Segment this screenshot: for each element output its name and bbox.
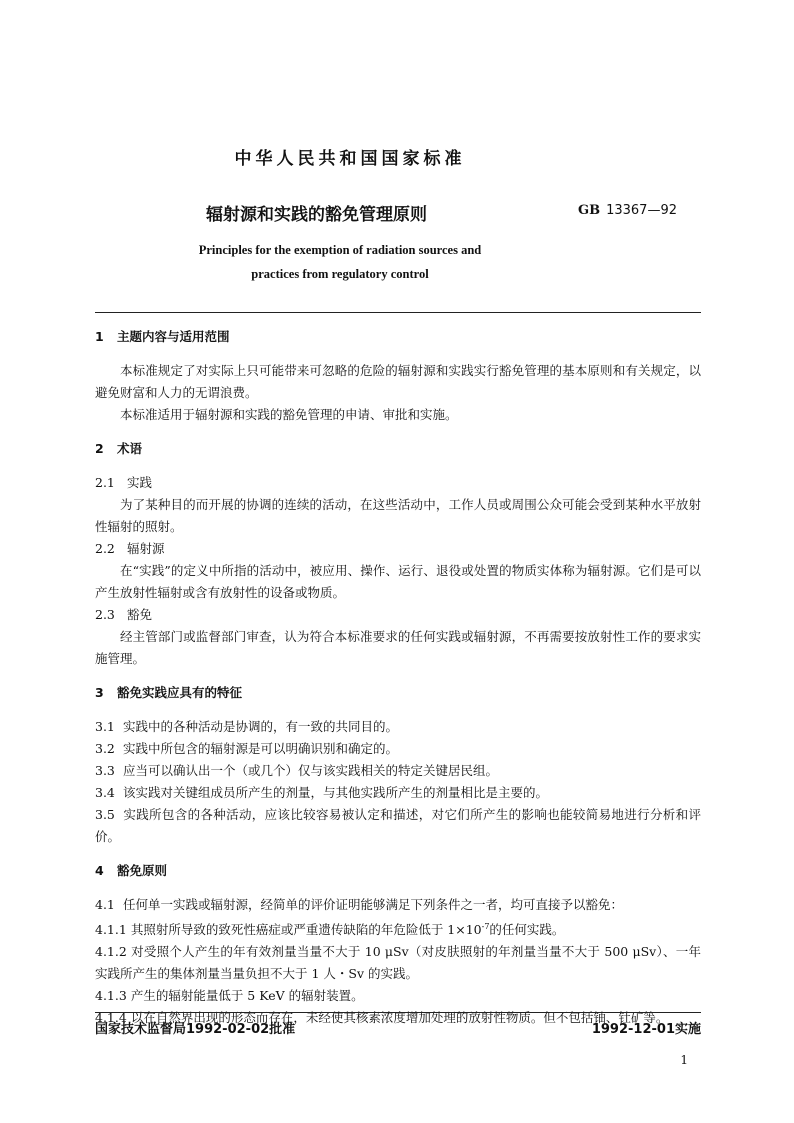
clause: 3.1 实践中的各种活动是协调的，有一致的共同目的。 bbox=[95, 719, 399, 734]
bottom-divider bbox=[95, 1012, 701, 1013]
document-title: 辐射源和实践的豁免管理原则 bbox=[206, 205, 427, 225]
section-heading-2: 2 术语 bbox=[95, 441, 143, 456]
section-heading-3: 3 豁免实践应具有的特征 bbox=[95, 685, 243, 700]
term-definition: 为了某种目的而开展的协调的连续的活动，在这些活动中，工作人员或周围公众可能会受到某种水平放射性辐射的照射。 bbox=[95, 497, 701, 534]
clause: 3.5 实践所包含的各种活动，应该比较容易被认定和描述，对它们所产生的影响也能较简易地进行分析和评价。 bbox=[95, 807, 701, 844]
english-title bbox=[150, 238, 530, 286]
paragraph: 本标准规定了对实际上只可能带来可忽略的危险的辐射源和实践实行豁免管理的基本原则和有关规定，以避免财富和人力的无谓浪费。 bbox=[95, 363, 701, 400]
clause: 4.1.2 对受照个人产生的年有效剂量当量不大于 10 μSv（对皮肤照射的年剂量当量不大于 500 μSv）、一年实践所产生的集体剂量当量负担不大于 1 人・Sv 的实践。 bbox=[95, 944, 701, 982]
english-title-line1: Principles for the exemption of radiation sources and bbox=[198, 243, 482, 257]
term-heading: 2.3 豁免 bbox=[95, 607, 153, 622]
document-body bbox=[95, 322, 701, 1029]
top-divider bbox=[95, 312, 701, 313]
term-definition: 在“实践”的定义中所指的活动中，被应用、操作、运行、退役或处置的物质实体称为辐射源。它们是可以产生放射性辐射或含有放射性的设备或物质。 bbox=[95, 563, 701, 600]
effective-date: 1992-12-01实施 bbox=[591, 1022, 701, 1037]
clause: 4.1.3 产生的辐射能量低于 5 KeV 的辐射装置。 bbox=[95, 988, 364, 1004]
standard-code bbox=[578, 203, 677, 218]
approval-note: 国家技术监督局1992-02-02批准 bbox=[95, 1022, 296, 1037]
standard-number: 13367—92 bbox=[606, 203, 677, 218]
clause: 4.1.4 以在自然界出现的形态而存在，未经使其核素浓度增加处理的放射性物质。但不包括铀、钍矿等。 bbox=[95, 1010, 669, 1026]
clause: 4.1.1 其照射所导致的致死性癌症或严重遗传缺陷的年危险低于 $1\times 10^{-7}$的任何实践。 bbox=[95, 922, 565, 938]
term-definition: 经主管部门或监督部门审查，认为符合本标准要求的任何实践或辐射源，不再需要按放射性工作的要求实施管理。 bbox=[95, 629, 701, 666]
standard-prefix: GB bbox=[578, 203, 601, 218]
english-title-line2: practices from regulatory control bbox=[251, 267, 429, 281]
national-standard-title: 中华人民共和国国家标准 bbox=[234, 149, 466, 169]
page-number: 1 bbox=[680, 1053, 688, 1067]
clause: 3.4 该实践对关键组成员所产生的剂量，与其他实践所产生的剂量相比是主要的。 bbox=[95, 785, 549, 800]
term-heading: 2.1 实践 bbox=[95, 475, 153, 490]
section-heading-4: 4 豁免原则 bbox=[95, 863, 168, 878]
clause: 4.1 任何单一实践或辐射源，经简单的评价证明能够满足下列条件之一者，均可直接予以豁免： bbox=[95, 897, 624, 912]
term-heading: 2.2 辐射源 bbox=[95, 541, 165, 556]
clause: 3.2 实践中所包含的辐射源是可以明确识别和确定的。 bbox=[95, 741, 399, 756]
paragraph: 本标准适用于辐射源和实践的豁免管理的申请、审批和实施。 bbox=[120, 407, 458, 422]
clause: 3.3 应当可以确认出一个（或几个）仅与该实践相关的特定关键居民组。 bbox=[95, 763, 499, 778]
section-heading-1: 1 主题内容与适用范围 bbox=[95, 329, 230, 344]
